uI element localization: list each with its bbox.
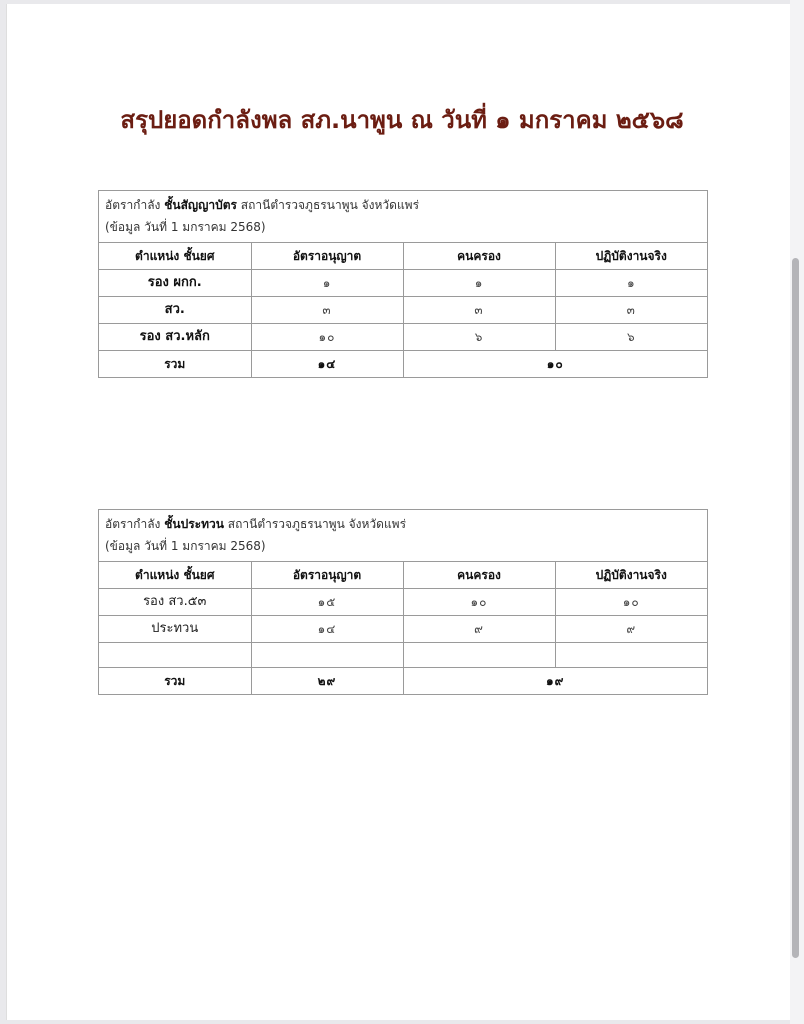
table-header-row xyxy=(99,243,707,270)
caption-rank-class: ชั้นสัญญาบัตร xyxy=(164,198,237,212)
cell-occupied: ๖ xyxy=(403,324,555,351)
table-row xyxy=(99,324,707,351)
cell-authorized: ๑๐ xyxy=(251,324,403,351)
strength-table xyxy=(99,243,707,377)
cell-occupied: ๑ xyxy=(403,270,555,297)
header-occupied: คนครอง xyxy=(403,243,555,270)
caption-prefix: อัตรากำลัง xyxy=(105,198,161,212)
total-authorized: ๒๙ xyxy=(251,668,403,695)
table-total-row xyxy=(99,351,707,378)
cell-occupied xyxy=(403,643,555,668)
table-row xyxy=(99,616,707,643)
header-authorized: อัตราอนุญาต xyxy=(251,243,403,270)
cell-actual: ๑๐ xyxy=(555,589,707,616)
cell-position: สว. xyxy=(99,297,251,324)
header-occupied: คนครอง xyxy=(403,562,555,589)
cell-authorized: ๑๕ xyxy=(251,589,403,616)
table-header-row xyxy=(99,562,707,589)
caption-line xyxy=(105,513,701,535)
table-caption xyxy=(99,191,707,243)
cell-authorized xyxy=(251,643,403,668)
cell-occupied: ๓ xyxy=(403,297,555,324)
cell-actual: ๓ xyxy=(555,297,707,324)
cell-actual: ๙ xyxy=(555,616,707,643)
cell-authorized: ๑ xyxy=(251,270,403,297)
cell-position: ประทวน xyxy=(99,616,251,643)
caption-station: สถานีตำรวจภูธรนาพูน จังหวัดแพร่ xyxy=(227,517,407,531)
header-actual: ปฏิบัติงานจริง xyxy=(555,243,707,270)
total-occupied: ๑๐ xyxy=(546,357,564,371)
cell-position: รอง สว.หลัก xyxy=(99,324,251,351)
caption-rank-class: ชั้นประทวน xyxy=(164,517,224,531)
caption-date: (ข้อมูล วันที่ 1 มกราคม 2568) xyxy=(105,539,266,553)
caption-date: (ข้อมูล วันที่ 1 มกราคม 2568) xyxy=(105,220,266,234)
total-label: รวม xyxy=(99,351,251,378)
table-row xyxy=(99,589,707,616)
header-position: ตำแหน่ง ชั้นยศ xyxy=(99,243,251,270)
total-label: รวม xyxy=(99,668,251,695)
cell-authorized: ๓ xyxy=(251,297,403,324)
cell-actual: ๖ xyxy=(555,324,707,351)
cell-position: รอง สว.๕๓ xyxy=(99,589,251,616)
total-occupied: ๑๙ xyxy=(546,674,565,688)
scrollbar-thumb[interactable] xyxy=(792,258,799,958)
caption-station: สถานีตำรวจภูธรนาพูน จังหวัดแพร่ xyxy=(240,198,420,212)
cell-actual xyxy=(555,643,707,668)
table-total-row xyxy=(99,668,707,695)
cell-position xyxy=(99,643,251,668)
caption-prefix: อัตรากำลัง xyxy=(105,517,161,531)
cell-occupied: ๑๐ xyxy=(403,589,555,616)
header-position: ตำแหน่ง ชั้นยศ xyxy=(99,562,251,589)
table-row-empty xyxy=(99,643,707,668)
header-authorized: อัตราอนุญาต xyxy=(251,562,403,589)
header-actual: ปฏิบัติงานจริง xyxy=(555,562,707,589)
page-title: สรุปยอดกำลังพล สภ.นาพูน ณ วันที่ ๑ มกราคม ๒๕๖๘ xyxy=(120,106,684,134)
strength-table xyxy=(99,562,707,694)
cell-occupied: ๙ xyxy=(403,616,555,643)
cell-authorized: ๑๔ xyxy=(251,616,403,643)
table-row xyxy=(99,297,707,324)
caption-line xyxy=(105,194,701,216)
table-caption xyxy=(99,510,707,562)
total-authorized: ๑๔ xyxy=(251,351,403,378)
table-row xyxy=(99,270,707,297)
commissioned-officers-table xyxy=(98,190,708,378)
cell-position: รอง ผกก. xyxy=(99,270,251,297)
non-commissioned-officers-table xyxy=(98,509,708,695)
cell-actual: ๑ xyxy=(555,270,707,297)
